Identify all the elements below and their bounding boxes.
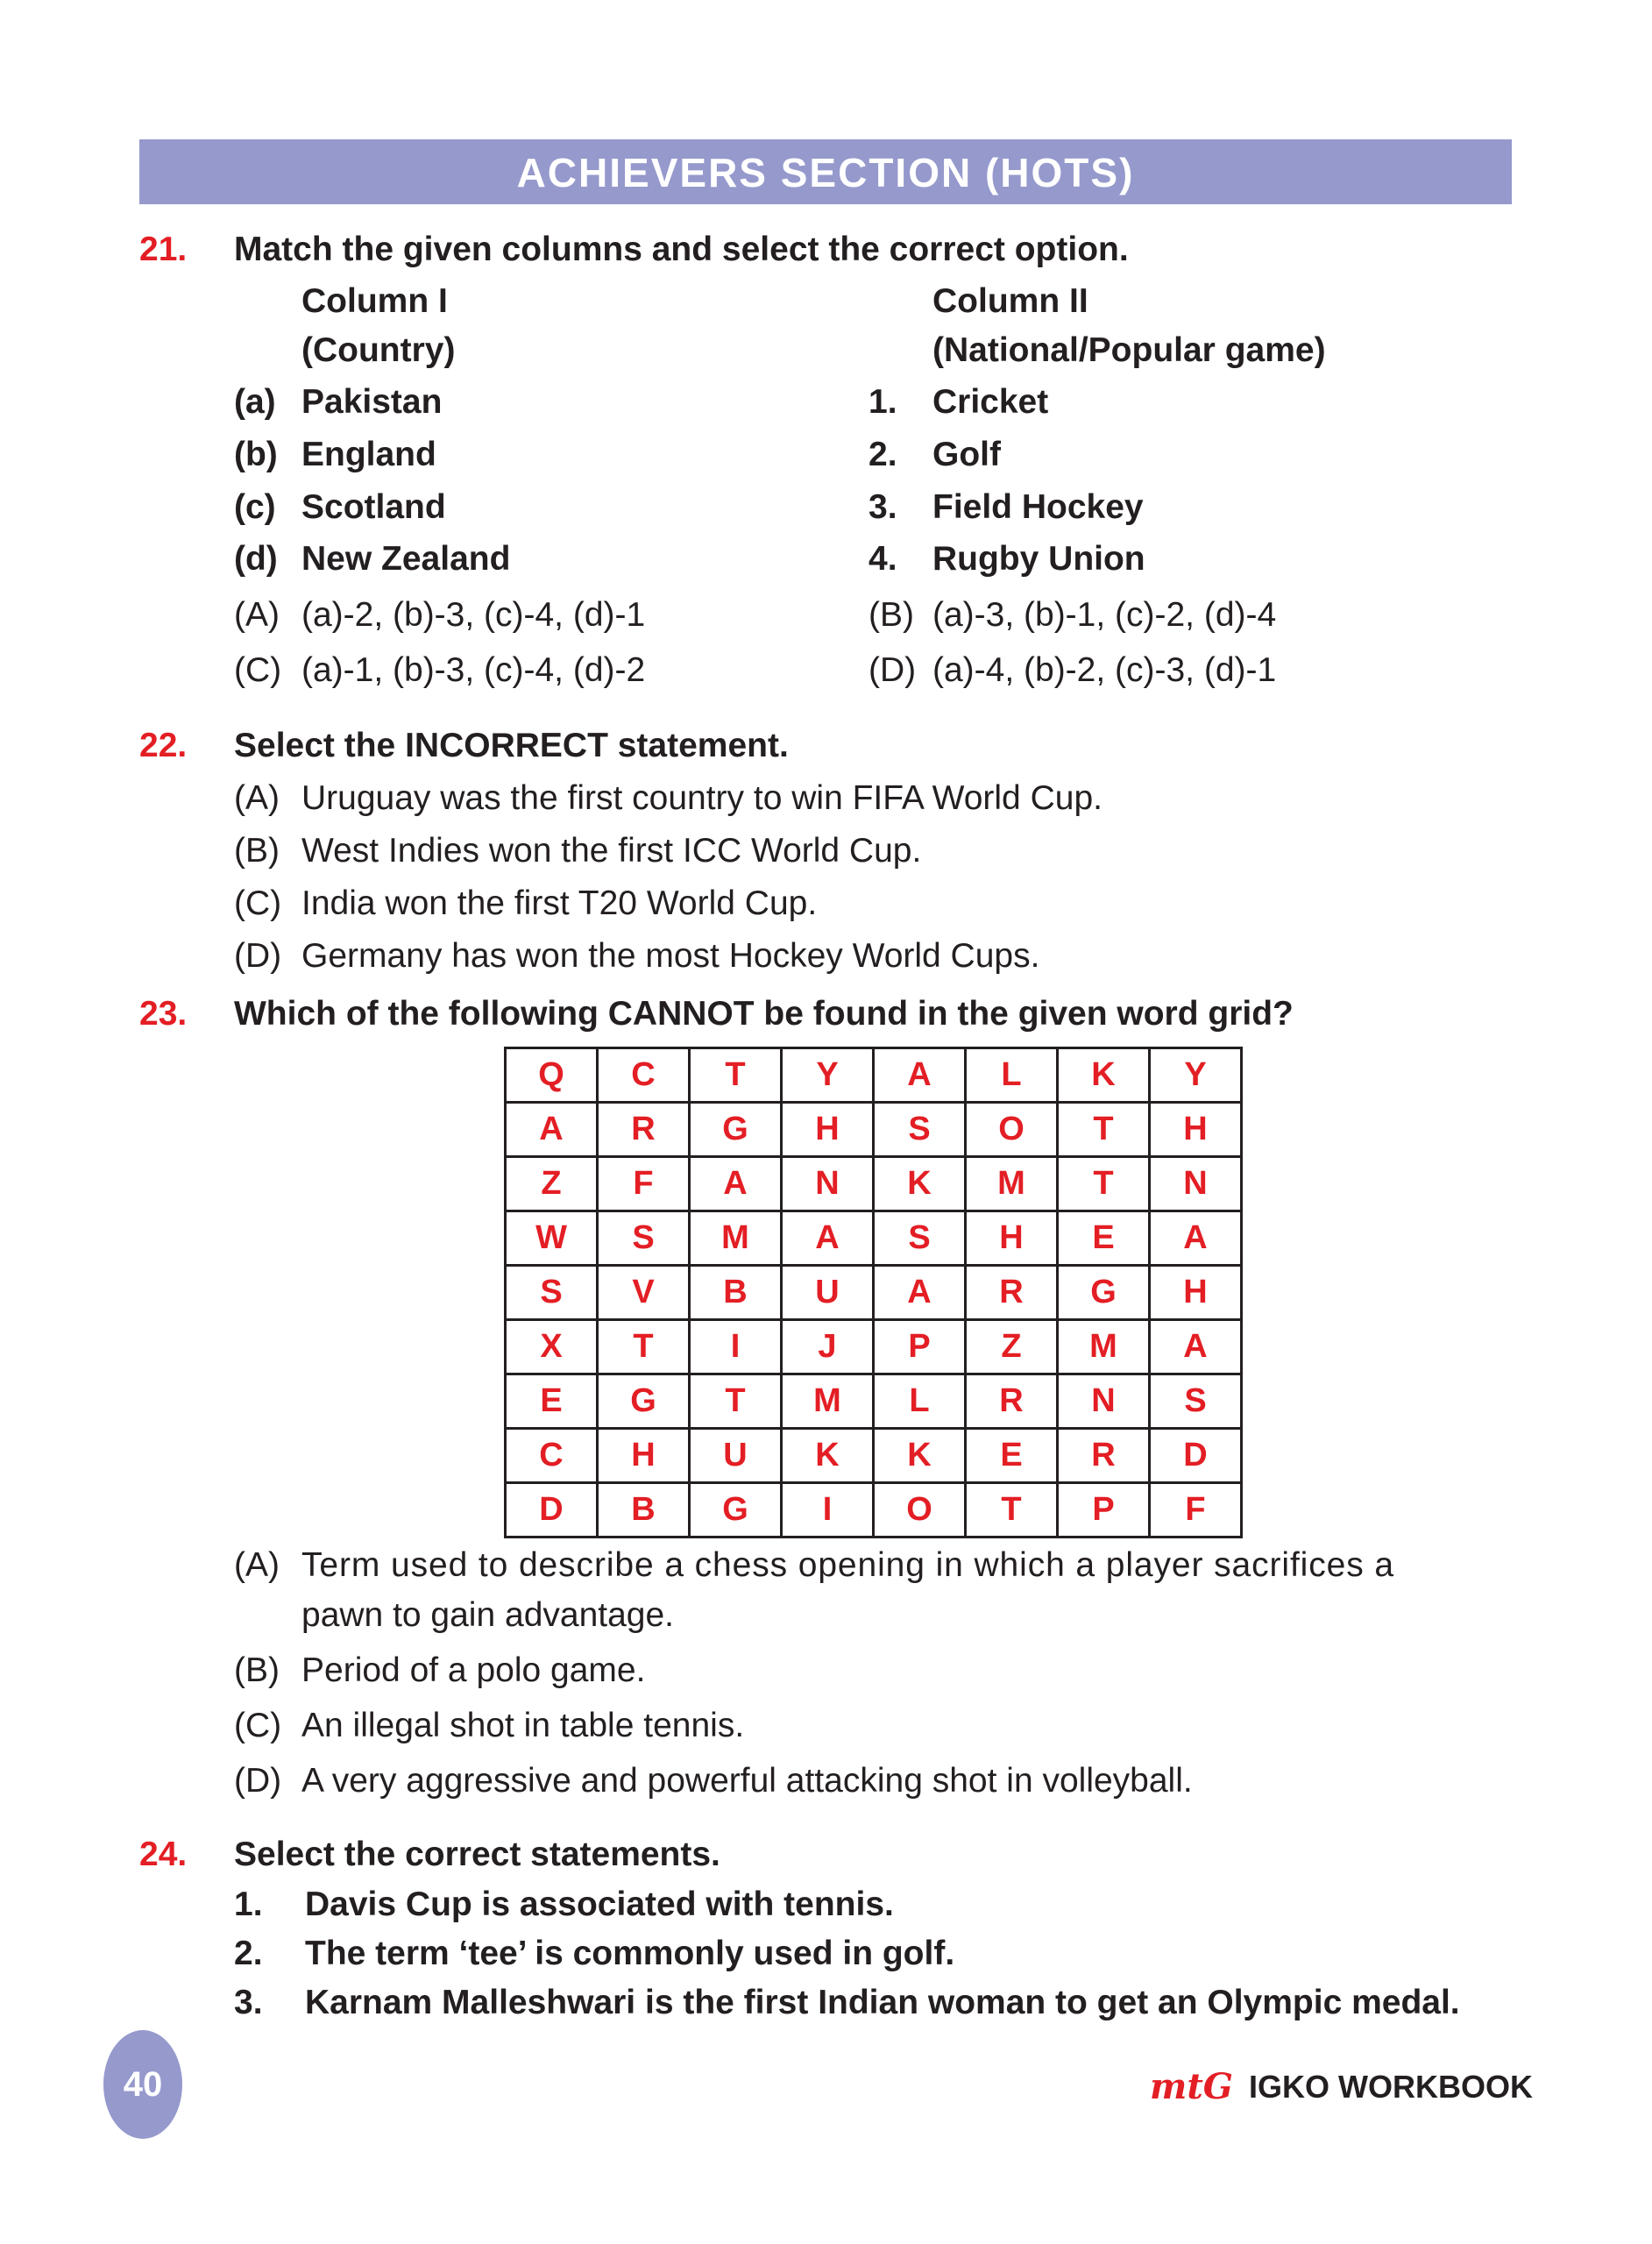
grid-cell: A — [782, 1211, 874, 1266]
grid-row — [506, 1320, 1242, 1374]
statement-text: Davis Cup is associated with tennis. — [305, 1885, 894, 1923]
column-heading: Column I — [301, 282, 448, 320]
question-text: Which of the following CANNOT be found in the given word grid? — [234, 995, 1294, 1033]
grid-row — [506, 1374, 1242, 1429]
grid-cell: K — [782, 1429, 874, 1483]
match-left-item: New Zealand — [301, 540, 511, 578]
grid-cell: I — [690, 1320, 782, 1374]
grid-cell: S — [874, 1103, 966, 1157]
option-text: India won the first T20 World Cup. — [301, 884, 818, 922]
grid-row — [506, 1211, 1242, 1266]
option-text: Germany has won the most Hockey World Cups. — [301, 937, 1040, 975]
column-subheading: (National/Popular game) — [932, 331, 1326, 369]
grid-cell: S — [506, 1266, 598, 1320]
grid-cell: K — [874, 1429, 966, 1483]
option-label: (D) — [234, 1762, 282, 1800]
grid-cell: K — [874, 1157, 966, 1211]
grid-cell: T — [690, 1048, 782, 1103]
option-label: (D) — [234, 937, 282, 975]
question-number: 23. — [139, 995, 188, 1033]
grid-cell: M — [690, 1211, 782, 1266]
grid-cell: A — [1150, 1320, 1242, 1374]
match-right-item: Rugby Union — [932, 540, 1145, 578]
grid-cell: T — [690, 1374, 782, 1429]
match-right-label: 3. — [869, 488, 897, 526]
match-left-item: Scotland — [301, 488, 446, 526]
grid-cell: E — [966, 1429, 1058, 1483]
grid-row — [506, 1266, 1242, 1320]
grid-cell: O — [966, 1103, 1058, 1157]
grid-cell: G — [598, 1374, 690, 1429]
option-label: (A) — [234, 596, 280, 634]
brand-logo: mtG — [1150, 2066, 1233, 2107]
grid-cell: Y — [1150, 1048, 1242, 1103]
grid-cell: D — [1150, 1429, 1242, 1483]
question-number: 24. — [139, 1836, 188, 1873]
grid-cell: L — [874, 1374, 966, 1429]
option-text: (a)-1, (b)-3, (c)-4, (d)-2 — [301, 651, 646, 689]
grid-cell: Z — [966, 1320, 1058, 1374]
workbook-title: IGKO WORKBOOK — [1249, 2069, 1533, 2105]
grid-cell: H — [1150, 1103, 1242, 1157]
grid-cell: A — [1150, 1211, 1242, 1266]
grid-cell: V — [598, 1266, 690, 1320]
grid-row — [506, 1483, 1242, 1537]
statement-label: 3. — [234, 1984, 263, 2021]
statement-label: 2. — [234, 1935, 263, 1972]
column-subheading: (Country) — [301, 331, 456, 369]
grid-cell: N — [1150, 1157, 1242, 1211]
option-text: Uruguay was the first country to win FIFA World Cup. — [301, 779, 1103, 817]
match-right-item: Cricket — [932, 383, 1049, 421]
grid-row — [506, 1429, 1242, 1483]
grid-cell: A — [690, 1157, 782, 1211]
match-left-label: (b) — [234, 436, 278, 473]
option-text: (a)-3, (b)-1, (c)-2, (d)-4 — [932, 596, 1277, 634]
option-text: West Indies won the first ICC World Cup. — [301, 832, 922, 870]
grid-cell: C — [598, 1048, 690, 1103]
question-text: Select the correct statements. — [234, 1836, 720, 1873]
grid-cell: S — [874, 1211, 966, 1266]
grid-cell: W — [506, 1211, 598, 1266]
option-text: Period of a polo game. — [301, 1651, 646, 1689]
grid-cell: C — [506, 1429, 598, 1483]
grid-cell: X — [506, 1320, 598, 1374]
grid-cell: B — [690, 1266, 782, 1320]
grid-cell: T — [1058, 1157, 1150, 1211]
grid-cell: M — [782, 1374, 874, 1429]
grid-row — [506, 1048, 1242, 1103]
grid-cell: A — [874, 1266, 966, 1320]
option-label: (C) — [234, 1707, 282, 1744]
question-text: Match the given columns and select the correct option. — [234, 231, 1129, 268]
grid-cell: G — [690, 1483, 782, 1537]
grid-cell: G — [1058, 1266, 1150, 1320]
grid-cell: M — [1058, 1320, 1150, 1374]
grid-cell: A — [874, 1048, 966, 1103]
grid-cell: R — [966, 1374, 1058, 1429]
grid-cell: G — [690, 1103, 782, 1157]
grid-cell: K — [1058, 1048, 1150, 1103]
grid-cell: M — [966, 1157, 1058, 1211]
grid-cell: O — [874, 1483, 966, 1537]
grid-cell: T — [966, 1483, 1058, 1537]
page-number: 40 — [123, 2064, 163, 2104]
grid-cell: T — [598, 1320, 690, 1374]
question-text: Select the INCORRECT statement. — [234, 727, 789, 764]
option-label: (A) — [234, 779, 280, 817]
column-heading: Column II — [932, 282, 1088, 320]
grid-cell: B — [598, 1483, 690, 1537]
match-right-item: Field Hockey — [932, 488, 1144, 526]
grid-cell: U — [690, 1429, 782, 1483]
match-left-item: Pakistan — [301, 383, 443, 421]
option-label: (C) — [234, 651, 282, 689]
match-right-label: 4. — [869, 540, 897, 578]
grid-cell: H — [1150, 1266, 1242, 1320]
grid-cell: T — [1058, 1103, 1150, 1157]
option-label: (C) — [234, 884, 282, 922]
section-banner: ACHIEVERS SECTION (HOTS) — [139, 139, 1512, 204]
option-text: (a)-4, (b)-2, (c)-3, (d)-1 — [932, 651, 1277, 689]
question-number: 21. — [139, 231, 188, 268]
grid-cell: S — [1150, 1374, 1242, 1429]
grid-cell: P — [1058, 1483, 1150, 1537]
grid-cell: N — [1058, 1374, 1150, 1429]
match-left-item: England — [301, 436, 436, 473]
match-left-label: (c) — [234, 488, 276, 526]
statement-label: 1. — [234, 1885, 263, 1923]
option-label: (B) — [234, 1651, 280, 1689]
grid-cell: I — [782, 1483, 874, 1537]
grid-cell: P — [874, 1320, 966, 1374]
grid-cell: F — [1150, 1483, 1242, 1537]
option-text: An illegal shot in table tennis. — [301, 1707, 745, 1744]
grid-cell: R — [598, 1103, 690, 1157]
grid-cell: R — [1058, 1429, 1150, 1483]
grid-cell: N — [782, 1157, 874, 1211]
match-left-label: (a) — [234, 383, 276, 421]
question-number: 22. — [139, 727, 188, 764]
page-number-badge — [103, 2030, 182, 2139]
option-text: Term used to describe a chess opening in which a player sacrifices a — [301, 1546, 1394, 1584]
grid-cell: J — [782, 1320, 874, 1374]
option-label: (D) — [869, 651, 917, 689]
grid-cell: Y — [782, 1048, 874, 1103]
match-right-item: Golf — [932, 436, 1001, 473]
match-right-label: 1. — [869, 383, 897, 421]
match-left-label: (d) — [234, 540, 278, 578]
grid-cell: Z — [506, 1157, 598, 1211]
option-label: (A) — [234, 1546, 280, 1584]
grid-cell: Q — [506, 1048, 598, 1103]
grid-cell: E — [506, 1374, 598, 1429]
option-label: (B) — [869, 596, 914, 634]
grid-row — [506, 1157, 1242, 1211]
match-right-label: 2. — [869, 436, 897, 473]
statement-text: Karnam Malleshwari is the first Indian woman to get an Olympic medal. — [305, 1984, 1460, 2021]
grid-cell: U — [782, 1266, 874, 1320]
grid-cell: D — [506, 1483, 598, 1537]
statement-text: The term ‘tee’ is commonly used in golf. — [305, 1935, 955, 1972]
grid-row — [506, 1103, 1242, 1157]
grid-cell: H — [598, 1429, 690, 1483]
grid-cell: L — [966, 1048, 1058, 1103]
grid-cell: S — [598, 1211, 690, 1266]
grid-cell: H — [782, 1103, 874, 1157]
grid-cell: R — [966, 1266, 1058, 1320]
grid-cell: A — [506, 1103, 598, 1157]
option-text: A very aggressive and powerful attacking shot in volleyball. — [301, 1762, 1193, 1800]
option-label: (B) — [234, 832, 280, 870]
option-text: (a)-2, (b)-3, (c)-4, (d)-1 — [301, 596, 646, 634]
word-grid — [504, 1047, 1243, 1538]
grid-cell: F — [598, 1157, 690, 1211]
grid-cell: H — [966, 1211, 1058, 1266]
grid-cell: E — [1058, 1211, 1150, 1266]
option-text-continuation: pawn to gain advantage. — [301, 1596, 675, 1634]
